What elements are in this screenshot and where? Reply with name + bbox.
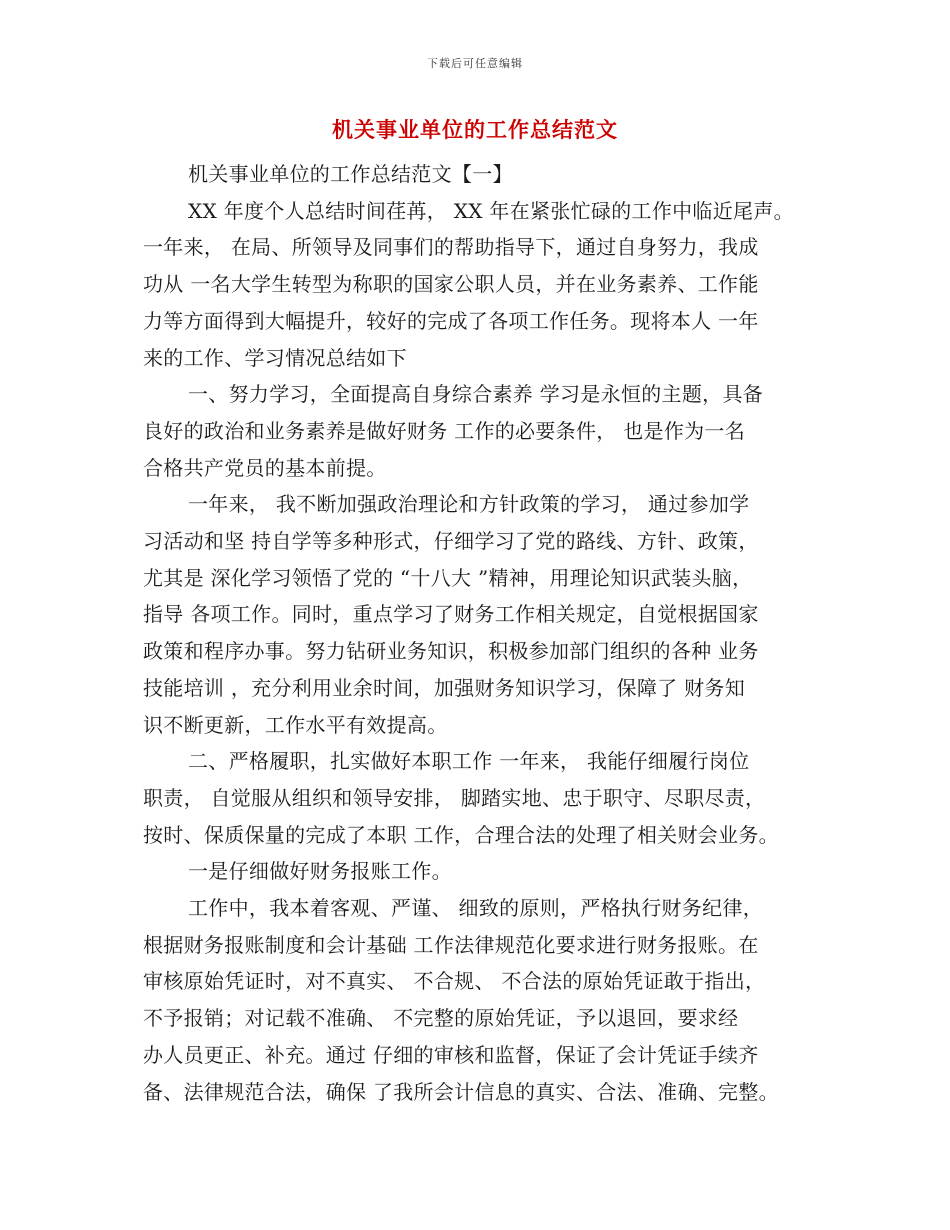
paragraph-line: 习活动和坚 持自学等多种形式，仔细学习了党的路线、方针、政策，	[143, 529, 759, 553]
paragraph-line: 合格共产党员的基本前提。	[143, 456, 387, 480]
paragraph-line: 技能培训 ，充分利用业余时间，加强财务知识学习，保障了 财务知	[143, 676, 746, 700]
paragraph-line: 根据财务报账制度和会计基础 工作法律规范化要求进行财务报账。在	[143, 933, 759, 957]
paragraph-line: 功从 一名大学生转型为称职的国家公职人员，并在业务素养、工作能	[143, 272, 759, 296]
paragraph-first-line: 机关事业单位的工作总结范文【一】	[188, 162, 513, 186]
paragraph-line: 审核原始凭证时，对不真实、 不合规、 不合法的原始凭证敢于指出，	[143, 969, 766, 993]
paragraph-line: 职责， 自觉服从组织和领导安排， 脚踏实地、忠于职守、尽职尽责，	[143, 786, 766, 810]
paragraph-line: 尤其是 深化学习领悟了党的 “十八大 ”精神，用理论知识武装头脑，	[143, 566, 753, 590]
paragraph-line: 来的工作、学习情况总结如下	[143, 346, 407, 370]
paragraph-first-line: XX 年度个人总结时间荏苒， XX 年在紧张忙碌的工作中临近尾声。	[188, 199, 794, 223]
document-title: 机关事业单位的工作总结范文	[332, 117, 618, 142]
paragraph-first-line: 二、严格履职，扎实做好本职工作 一年来， 我能仔细履行岗位	[188, 749, 750, 773]
paragraph-first-line: 一年来， 我不断加强政治理论和方针政策的学习， 通过参加学	[188, 492, 750, 516]
page-header-note: 下载后可任意编辑	[427, 57, 523, 70]
paragraph-line: 识不断更新，工作水平有效提高。	[143, 713, 448, 737]
paragraph-line: 不予报销；对记载不准确、 不完整的原始凭证，予以退回，要求经	[143, 1006, 739, 1030]
paragraph-first-line: 工作中，我本着客观、严谨、 细致的原则，严格执行财务纪律，	[188, 896, 764, 920]
paragraph-line: 一年来， 在局、所领导及同事们的帮助指导下，通过自身努力，我成	[143, 235, 759, 259]
paragraph-line: 备、法律规范合法，确保 了我所会计信息的真实、合法、准确、完整。	[143, 1080, 779, 1104]
paragraph-line: 指导 各项工作。同时，重点学习了财务工作相关规定，自觉根据国家	[143, 602, 759, 626]
paragraph-first-line: 一是仔细做好财务报账工作。	[188, 859, 452, 883]
paragraph-line: 政策和程序办事。努力钻研业务知识，积极参加部门组织的各种 业务	[143, 639, 759, 663]
paragraph-line: 力等方面得到大幅提升，较好的完成了各项工作任务。现将本人 一年	[143, 309, 759, 333]
paragraph-line: 良好的政治和业务素养是做好财务 工作的必要条件， 也是作为一名	[143, 419, 746, 443]
paragraph-line: 按时、保质保量的完成了本职 工作，合理合法的处理了相关财会业务。	[143, 823, 779, 847]
paragraph-line: 办人员更正、补充。通过 仔细的审核和监督，保证了会计凭证手续齐	[143, 1043, 759, 1067]
paragraph-first-line: 一、努力学习，全面提高自身综合素养 学习是永恒的主题，具备	[188, 382, 764, 406]
